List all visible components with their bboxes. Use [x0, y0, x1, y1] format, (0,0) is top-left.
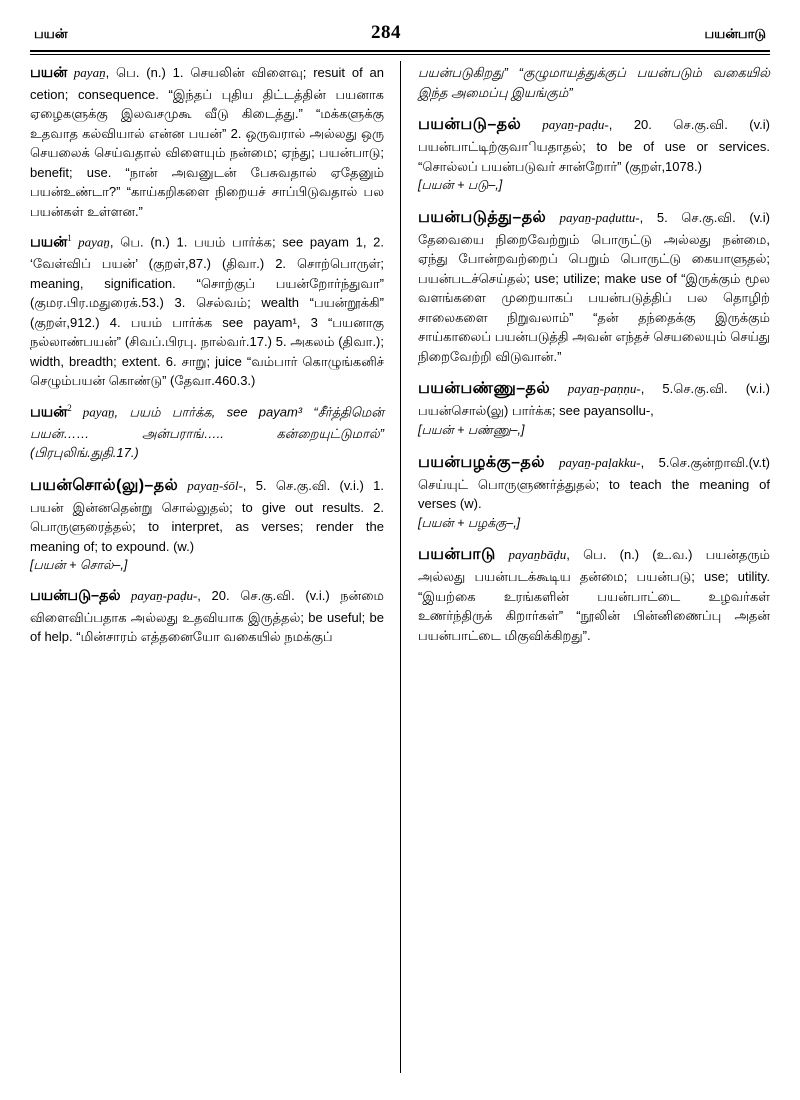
running-head-right: பயன்பாடு: [704, 26, 766, 41]
homograph-number: 2: [67, 402, 72, 413]
headword: பயன்படு–தல்: [418, 116, 522, 133]
headword: பயன்: [30, 404, 68, 421]
derivation-note: [பயன் + படு–,]: [418, 178, 503, 192]
transliteration: payaṉ-paḍu-: [542, 117, 609, 132]
transliteration: payaṉ-paḍu-: [130, 588, 198, 604]
header-rule-thin: [30, 54, 770, 55]
entry-body: , பயம் பார்க்க, see payam³ “சீர்த்திமென் பயன்…… அன்பராங்….. கன்றையுட்டுமால்” (பிரபுலிங்.துதி.17.): [30, 404, 385, 461]
header-rule-thick: [30, 50, 770, 52]
entry-body: , பெ. (n.) 1. பயம் பார்க்க; see payam 1, 2. ‘வேள்விப் பயன்’ (குறள்,87.) (திவா.) 2. சொற்பொருள்; meaning, signification. “சொற்குப் பயன்றோர்ந்துவா” (குமர.பிர.மதுரைக்.53.) 3. செல்வம்; wealth “பயன்றூக்கி” (குறள்,912.) 4. பயம் பார்க்க see payam¹, 3 “பயனாகு நல்லாண்பயன்” (சிவப்.பிரபு. நால்வர்.17.) 5. அகலம் (திவா.); width, breadth; extent. 6. சாறு; juice “வம்பார் கொழுங்கனிச் செழும்பயன் கொண்டு” (தேவா.460.3.): [30, 234, 385, 389]
entry-payan-palakku: [418, 451, 770, 533]
entry-body: , 5. செ.கு.வி. (v.i) தேவையை நிறைவேற்றும் பொருட்டு அல்லது நன்மை, ஏந்து போன்றவற்றைப் பெறும் பொருட்டு கையாளுதல்; பயன்படச்செய்தல்; use; utilize; make use of “இருக்கும் மூல வளங்களை முறையாகப் பயன்படுத்திப் பல தொழிற் சாலைகளை நிறுவலாம்” “தன் தந்தைக்கு இருக்கும் சாய்காலைப் பயன்படுத்தி அவன் எந்தச் செயலையும் செய்து நிறைவேற்றி விடுவான்.”: [418, 209, 771, 364]
derivation-note: [பயன் + பண்ணு–,]: [418, 422, 525, 437]
derivation-note: [பயன் + சொல்–,]: [30, 558, 128, 573]
entry-body: , 5.செ.குன்றாவி.(v.t) செய்யுட் பொருளுணர்த்துதல்; to teach the meaning of verses (w).: [418, 454, 770, 511]
column-left: [30, 63, 400, 1073]
headword: பயன்பண்ணு–தல்: [418, 380, 551, 398]
entry-payan-0: [30, 63, 384, 221]
headword: பயன்படு–தல்: [30, 588, 121, 605]
entry-body: , பெ. (n.) (உ.வ.) பயன்தரும் அல்லது பயன்படக்கூடிய தன்மை; பயன்படு; use; utility. “இயற்கை உரங்களின் பயன்பாட்டை உழவர்கள் உணர்ந்திருக் கிறார்கள்” “நூலின் பின்னிணைப்பு அதன் பயன்பாட்டை மிகுவிக்கிறது”.: [418, 547, 771, 643]
transliteration: payaṉbāḍu: [508, 547, 567, 563]
entry-payan-padu-continued: [418, 63, 770, 102]
transliteration: payaṉ: [78, 234, 110, 250]
headword: பயன்படுத்து–தல்: [418, 208, 547, 226]
entry-payan-paduttu: [418, 206, 770, 367]
entry-payan-1: [30, 232, 384, 391]
entry-body: , 20. செ.கு.வி. (v.i.) நன்மை விளைவிப்பதாக அல்லது உதவியாக இருத்தல்; be useful; be of help. “மின்சாரம் எத்தனையோ வகையில் நமக்குப்: [30, 588, 384, 645]
transliteration: payaṉ-paḷakku-: [559, 454, 641, 470]
headword: பயன்பாடு: [418, 546, 496, 564]
headword: பயன்: [30, 65, 68, 81]
column-divider: [400, 61, 401, 1073]
entry-payan-2: [30, 402, 384, 463]
entry-payan-padu: [30, 586, 384, 647]
homograph-number: 1: [67, 233, 72, 244]
transliteration: payaṉ: [82, 404, 115, 420]
entry-payan-sol: [30, 474, 384, 575]
headword: பயன்பழக்கு–தல்: [418, 453, 545, 471]
entry-body: பயன்படுகிறது” “குழுமாயத்துக்குப் பயன்படும் வகையில் இந்த அமைப்பு இயங்கும்”: [418, 65, 770, 100]
transliteration: payaṉ: [73, 65, 106, 80]
entry-payan-padu-2: [418, 113, 770, 195]
entry-payan-badu: [418, 543, 770, 645]
transliteration: payaṉ-paḍuttu-: [559, 209, 640, 225]
page-number: 284: [370, 22, 401, 43]
headword: பயன்: [30, 234, 68, 251]
entry-body: , 20. செ.கு.வி. (v.i) பயன்பாட்டிற்குவாியதாதல்; to be of use or services. “சொல்லப் பயன்படுவர் சான்றோர்” (குறள்,1078.): [418, 117, 770, 174]
transliteration: payaṉ-śōl-: [187, 477, 243, 493]
entry-body: , 5.செ.கு.வி. (v.i.) பயன்சொல்(லு) பார்க்க; see payansollu-,: [418, 381, 770, 419]
column-right: [400, 63, 770, 1073]
entry-body: , பெ. (n.) 1. செயலின் விளைவு; resuit of an cetion; consequence. “இந்தப் புதிய திட்டத்தின் பயனாக ஏழைகளுக்கு இலவசமுகூ வீடு கிடைத்து.” “மக்களுக்கு உதவாத கல்வியால் என்ன பயன்” 2. ஒருவரால் அல்லது ஒரு செயலைக் செய்வதால் விளையும் நன்மை; ஏந்து; பயன்பாடு; benefit; use. “நான் அவனுடன் பேசுவதால் ஏதேனும் பயன்உண்டா?” “காய்கறிகளை நிறையச் சாப்பிடுவதால் பல பயன்கள் உள்ளன.”: [30, 65, 385, 219]
transliteration: payaṉ-paṇṇu-: [567, 381, 641, 397]
running-head-left: பயன்: [34, 26, 68, 41]
entry-body: , 5. செ.கு.வி. (v.i.) 1. பயன் இன்னதென்று சொல்லுதல்; to give out results. 2. பொருளுரைத்தல்; to interpret, as verses; render the meaning of; to expound. (w.): [30, 477, 385, 554]
entry-payan-pannu: [418, 377, 770, 439]
running-header: [30, 22, 770, 48]
two-column-body: [30, 63, 770, 1073]
headword: பயன்சொல்(லு)–தல்: [30, 476, 179, 494]
derivation-note: [பயன் + பழக்கு–,]: [418, 515, 521, 530]
